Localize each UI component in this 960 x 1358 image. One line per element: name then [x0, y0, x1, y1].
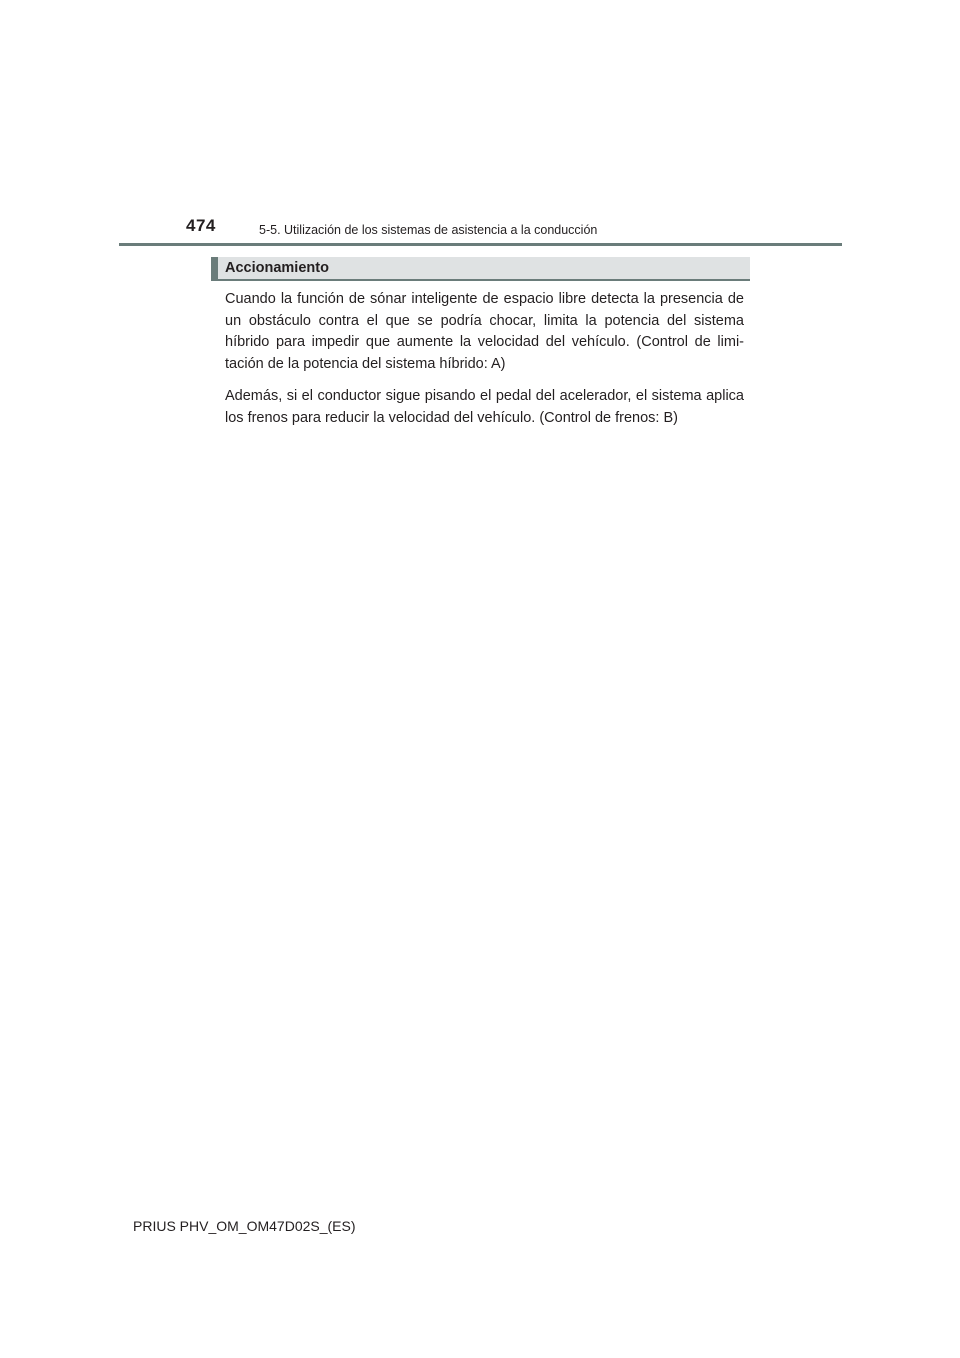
- paragraph-1: Cuando la función de sónar inteligente de espacio libre detecta la presencia de un obstáculo contra el que se podría chocar, limita la potencia del sistema híbrido para impedir que aumente la velocidad del vehículo. (Control de limi-tación de la potencia del sistema híbrido: A): [225, 291, 744, 372]
- document-code: PRIUS PHV_OM_OM47D02S_(ES): [133, 1218, 356, 1234]
- section-header: 5-5. Utilización de los sistemas de asistencia a la conducción: [259, 223, 598, 237]
- subsection-accent-marker: [211, 257, 218, 279]
- body-text: [225, 289, 744, 440]
- subsection-heading-bar: [211, 257, 750, 281]
- subsection-title: Accionamiento: [225, 260, 329, 276]
- paragraph-2: Además, si el conductor sigue pisando el pedal del acelerador, el sistema aplica los frenos para reducir la velocidad del vehículo. (Control de frenos: B): [225, 388, 744, 426]
- page-number: 474: [186, 216, 216, 235]
- header-divider: [119, 243, 842, 246]
